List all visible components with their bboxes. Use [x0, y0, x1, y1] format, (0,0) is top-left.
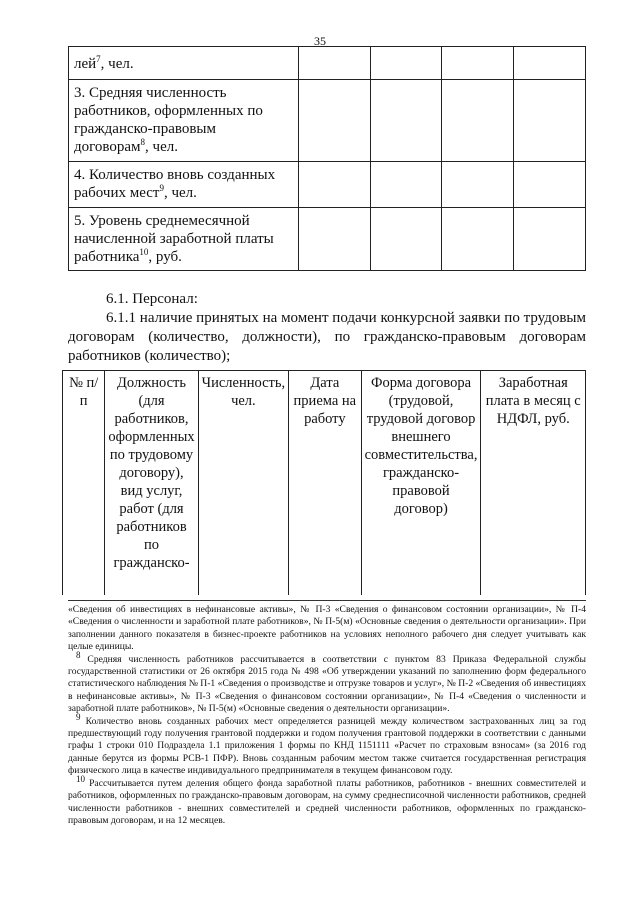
row-label: 5. Уровень среднемесячной начисленной заработной платы работника$^{10}$, руб.	[69, 208, 299, 271]
table-row	[69, 208, 586, 271]
footnote: «Сведения об инвестициях в нефинансовые активы», № П-3 «Сведения о финансовом состоянии организации», № П-4 «Сведения о численности и заработной плате работников», № П-5(м) «Основные сведения о деятельности организации». При заполнении данного показателя в бизнес-проекте работников на условиях неполного рабочего дня следует учитывать как целые единицы.	[68, 604, 586, 653]
row-label: лей$^7$, чел.	[69, 47, 299, 80]
footnote: $^8$ Средняя численность работников рассчитывается в соответствии с пунктом 83 Приказа Федеральной службы государственной статистики от 26 октября 2015 года № 498 «Об утверждении указаний по заполнению форм федерального статистического наблюдения № П-1 «Сведения о производстве и отгрузке товаров и услуг», № П-2 «Сведения об инвестициях в нефинансовые активы», № П-3 «Сведения о финансовом состоянии организации», № П-4 «Сведения о численности и заработной плате работников», № П-5(м) «Основные сведения о деятельности организации».	[68, 649, 586, 715]
col-header-position: Должность (для работников, оформленных по трудовому договору), вид услуг, работ (для работников по гражданско-	[105, 371, 198, 595]
footnotes	[68, 604, 586, 827]
table-header-row	[63, 371, 586, 595]
personnel-table	[62, 370, 586, 595]
row-label: 4. Количество вновь созданных рабочих мест$^9$, чел.	[69, 162, 299, 208]
footnote: $^9$ Количество вновь созданных рабочих мест определяется разницей между количеством застрахованных лиц за год предшествующий году получения грантовой поддержки и годом получения грантовой поддержки в соответствии с данными графы 1 строки 010 Подраздела 1.1 приложения 1 формы по КНД 1151111 «Расчет по страховым взносам» (за 2016 год данные берутся из формы РСВ-1 ПФР). Вновь созданным рабочим местом также считается государственная регистрация физического лица в качестве индивидуального предпринимателя в текущем финансовом году.	[68, 711, 586, 777]
row-label: 3. Средняя численность работников, оформленных по гражданско-правовым договорам$^8$, чел.	[69, 80, 299, 162]
col-header-contract-form: Форма договора (трудовой, трудовой договор внешнего совместительства, гражданско-правовой договор)	[361, 371, 481, 595]
table-row	[69, 47, 586, 80]
col-header-number: № п/п	[63, 371, 105, 595]
table-row	[69, 162, 586, 208]
indicators-table	[68, 46, 586, 271]
section-heading: 6.1. Персонал:	[106, 291, 198, 307]
col-header-salary: Заработная плата в месяц с НДФЛ, руб.	[481, 371, 586, 595]
page-number: 35	[314, 34, 326, 48]
table-row	[69, 80, 586, 162]
col-header-hire-date: Дата приема на работу	[289, 371, 361, 595]
footnote-separator	[68, 600, 586, 601]
footnote: $^{10}$ Рассчитывается путем деления общего фонда заработной платы работников, работников - внешних совместителей и работников, оформленных по гражданско-правовым договорам, на сумму среднесписочной численности работников, средней численности работников - внешних совместителей и средней численности работников, оформленных по гражданско-правовым договорам, и на 12 месяцев.	[68, 773, 586, 826]
subsection-text: 6.1.1 наличие принятых на момент подачи конкурсной заявки по трудовым договорам (количество, должности), по гражданско-правовым договорам работников (количество);	[68, 310, 586, 364]
col-header-headcount: Численность, чел.	[198, 371, 288, 595]
